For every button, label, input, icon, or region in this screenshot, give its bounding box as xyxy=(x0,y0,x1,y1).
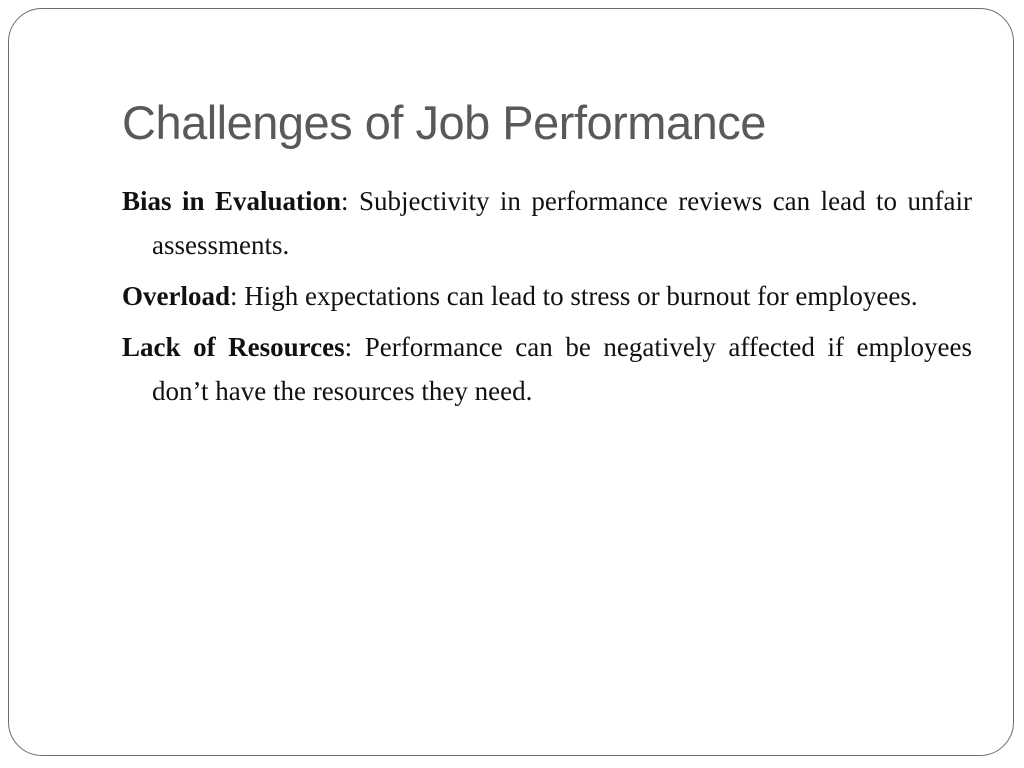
bullet-term: Overload xyxy=(122,281,230,311)
bullet-text: High expectations can lead to stress or burnout for employees. xyxy=(244,281,918,311)
bullet-separator: : xyxy=(341,186,359,216)
bullet-term: Lack of Resources xyxy=(122,332,345,362)
bullet-item-overload xyxy=(122,274,972,318)
slide-title: Challenges of Job Performance xyxy=(122,96,766,149)
bullet-text: Subjectivity in performance reviews can lead to unfair assessments. xyxy=(152,186,972,260)
bullet-separator: : xyxy=(344,332,365,362)
bullet-item-lack-of-resources xyxy=(122,325,972,413)
slide-frame xyxy=(8,8,1014,756)
bullet-term: Bias in Evaluation xyxy=(122,186,341,216)
bullet-separator: : xyxy=(230,281,245,311)
bullet-item-bias-in-evaluation xyxy=(122,179,972,267)
bullet-text: Performance can be negatively affected if employees don’t have the resources they need. xyxy=(152,332,972,406)
bullet-list xyxy=(122,179,972,420)
